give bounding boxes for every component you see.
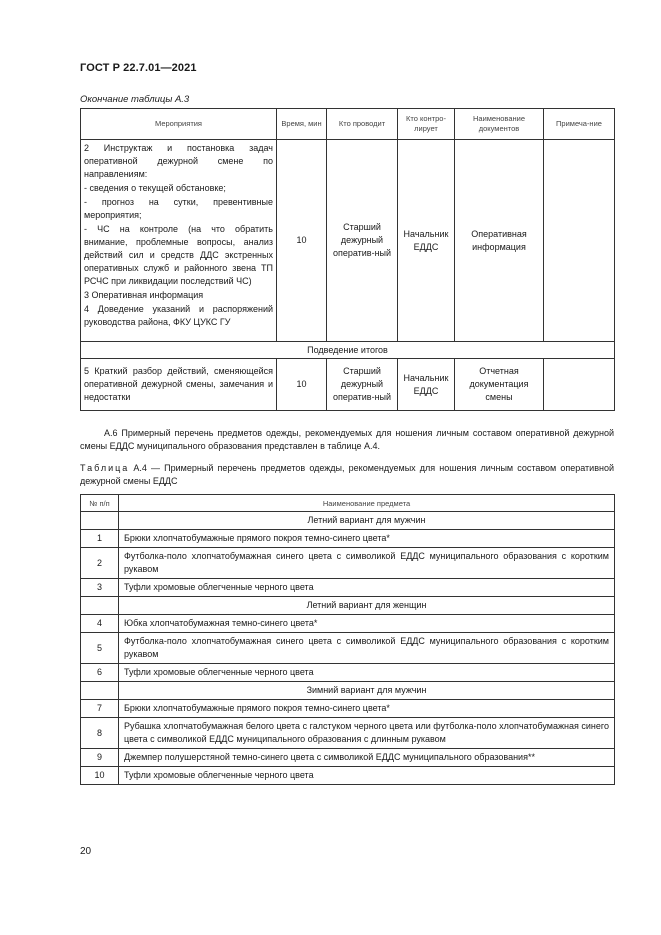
table-row (81, 548, 615, 579)
page-number: 20 (80, 846, 92, 857)
item-name: Брюки хлопчатобумажные прямого покроя темно-синего цвета* (119, 530, 615, 548)
row-number: 9 (81, 749, 119, 767)
activity-line: 4 Доведение указаний и распоряжений руководства района, ФКУ ЦУКС ГУ (84, 304, 273, 327)
row-number: 3 (81, 579, 119, 597)
item-name: Юбка хлопчатобумажная темно-синего цвета* (119, 615, 615, 633)
table-row (81, 140, 615, 342)
header-controller: Кто контро-лирует (398, 109, 455, 140)
table-row (81, 359, 615, 411)
documents-cell: Отчетная документация смены (455, 359, 544, 411)
time-cell: 10 (277, 140, 327, 342)
table-a3 (80, 108, 615, 411)
activities-cell: 5 Краткий разбор действий, сменяющейся оперативной дежурной смены, замечания и недостатки (81, 359, 277, 411)
table-row (81, 700, 615, 718)
row-number: 6 (81, 664, 119, 682)
section-summary: Подведение итогов (81, 342, 615, 359)
table-a4-caption-text: А.4 — Примерный перечень предметов одежды, рекомендуемых для ношения личным составом оперативной дежурной смены ЕДДС (80, 463, 614, 486)
section-row (81, 342, 615, 359)
table-row (81, 579, 615, 597)
section-summer-women: Летний вариант для женщин (119, 597, 615, 615)
activities-cell (81, 140, 277, 342)
section-row (81, 597, 615, 615)
section-summer-men: Летний вариант для мужчин (119, 512, 615, 530)
row-number: 10 (81, 767, 119, 785)
header-time: Время, мин (277, 109, 327, 140)
header-num: № п/п (81, 495, 119, 512)
activity-line: - сведения о текущей обстановке; (84, 183, 226, 193)
table-a3-header-row (81, 109, 615, 140)
document-header: ГОСТ Р 22.7.01—2021 (80, 62, 197, 74)
header-note: Примеча-ние (544, 109, 615, 140)
table-row (81, 664, 615, 682)
section-winter-men: Зимний вариант для мужчин (119, 682, 615, 700)
paragraph-a6: А.6 Примерный перечень предметов одежды, рекомендуемых для ношения личным составом оперативной дежурной смены ЕДДС муниципального образования представлен в таблице А.4. (80, 428, 614, 451)
table-row (81, 615, 615, 633)
header-documents: Наименование документов (455, 109, 544, 140)
table-a4-caption-prefix: Таблица (80, 463, 130, 473)
activity-line: 2 Инструктаж и постановка задач оперативной дежурной смене по направлениям: (84, 143, 273, 179)
row-number: 2 (81, 548, 119, 579)
table-row (81, 767, 615, 785)
activity-line: 3 Оперативная информация (84, 290, 204, 300)
table-a3-caption: Окончание таблицы А.3 (80, 94, 190, 105)
item-name: Брюки хлопчатобумажные прямого покроя темно-синего цвета* (119, 700, 615, 718)
row-number: 5 (81, 633, 119, 664)
table-row (81, 749, 615, 767)
item-name: Туфли хромовые облегченные черного цвета (119, 579, 615, 597)
note-cell (544, 359, 615, 411)
section-row (81, 512, 615, 530)
conductor-cell: Старший дежурный оператив-ный (327, 359, 398, 411)
controller-cell: Начальник ЕДДС (398, 359, 455, 411)
row-number: 7 (81, 700, 119, 718)
table-a4-header-row (81, 495, 615, 512)
time-cell: 10 (277, 359, 327, 411)
table-row (81, 633, 615, 664)
row-number: 1 (81, 530, 119, 548)
row-number: 4 (81, 615, 119, 633)
table-row (81, 530, 615, 548)
conductor-cell: Старший дежурный оператив-ный (327, 140, 398, 342)
activity-line: - ЧС на контроле (на что обратить внимание, проблемные вопросы, анализ действий сил и средств ДДС экстренных оперативных служб и районного звена ТП РСЧС при ликвидации последствий ЧС) (84, 224, 273, 286)
row-number: 8 (81, 718, 119, 749)
documents-cell: Оперативная информация (455, 140, 544, 342)
table-a4 (80, 494, 615, 785)
item-name: Рубашка хлопчатобумажная белого цвета с галстуком черного цвета или футболка-поло хлопчатобумажная синего цвета с символикой ЕДДС муниципального образования с длинным рукавом (119, 718, 615, 749)
item-name: Футболка-поло хлопчатобумажная синего цвета с символикой ЕДДС муниципального образования с коротким рукавом (119, 548, 615, 579)
item-name: Футболка-поло хлопчатобумажная синего цвета с символикой ЕДДС муниципального образования с коротким рукавом (119, 633, 615, 664)
item-name: Туфли хромовые облегченные черного цвета (119, 767, 615, 785)
note-cell (544, 140, 615, 342)
item-name: Джемпер полушерстяной темно-синего цвета с символикой ЕДДС муниципального образования** (119, 749, 615, 767)
header-conductor: Кто проводит (327, 109, 398, 140)
table-a4-caption (80, 462, 614, 488)
item-name: Туфли хромовые облегченные черного цвета (119, 664, 615, 682)
header-activities: Мероприятия (81, 109, 277, 140)
section-row (81, 682, 615, 700)
table-row (81, 718, 615, 749)
header-item-name: Наименование предмета (119, 495, 615, 512)
activity-line: - прогноз на сутки, превентивные мероприятия; (84, 197, 273, 220)
controller-cell: Начальник ЕДДС (398, 140, 455, 342)
